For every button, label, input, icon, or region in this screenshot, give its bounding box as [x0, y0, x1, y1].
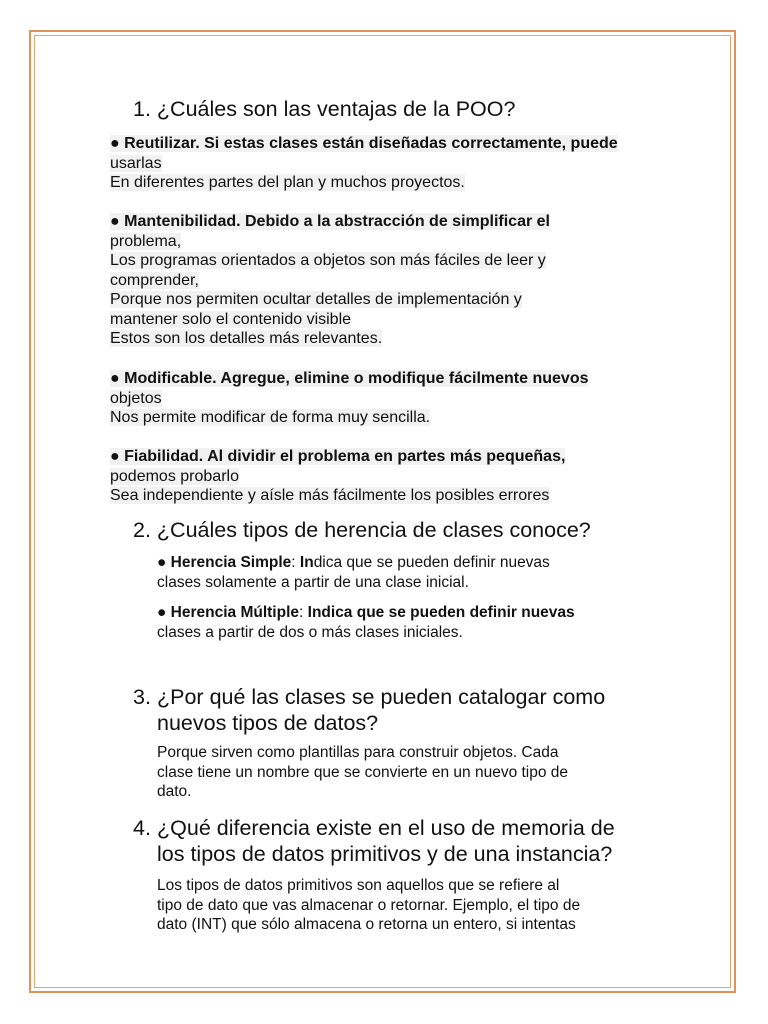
q1-item-1-bold: ● Reutilizar. Si estas clases están diseñadas correctamente, puede — [110, 135, 618, 152]
q1-item-4-bold: ● Fiabilidad. Al dividir el problema en partes más pequeñas, — [110, 448, 566, 465]
question-3-heading — [133, 684, 673, 736]
bullet-icon: ● — [157, 604, 171, 621]
q1-item-reutilizar — [110, 134, 670, 193]
q1-item-1-line-1: usarlas — [110, 154, 162, 172]
q1-item-1-line-2: En diferentes partes del plan y muchos proyectos. — [110, 174, 465, 191]
q2-item-1-sep: : — [291, 554, 300, 571]
q1-item-2-line-5: mantener solo el contenido visible — [110, 310, 352, 328]
q3-answer — [157, 743, 657, 802]
q4-answer — [157, 876, 657, 935]
q2-item-2-term: Herencia Múltiple — [170, 604, 300, 621]
q3-answer-line-2: clase tiene un nombre que se convierte en un nuevo tipo de — [157, 763, 569, 781]
q1-item-4-line-2: Sea independiente y aísle más fácilmente los posibles errores — [110, 487, 550, 504]
q4-answer-line-3: dato (INT) que sólo almacena o retorna un entero, si intentas — [157, 916, 576, 933]
q2-item-1-bold-tail: In — [299, 554, 314, 571]
q2-item-herencia-simple — [157, 553, 657, 592]
q2-item-1-rest: dica que se pueden definir nuevas — [313, 554, 550, 571]
question-2-number: 2. — [133, 518, 151, 542]
q1-item-mantenibilidad — [110, 212, 670, 349]
q2-item-1-line-2: clases solamente a partir de una clase inicial. — [157, 573, 469, 591]
q1-item-3-bold: ● Modificable. Agregue, elimine o modifique fácilmente nuevos — [110, 370, 589, 387]
question-1-heading — [133, 96, 515, 122]
q1-item-modificable — [110, 369, 670, 428]
q2-item-2-line-2: clases a partir de dos o más clases iniciales. — [157, 623, 463, 641]
q1-item-2-line-3: comprender, — [110, 271, 199, 289]
q1-item-2-line-4: Porque nos permiten ocultar detalles de implementación y — [110, 291, 522, 308]
q1-item-2-line-1: problema, — [110, 232, 182, 250]
question-1-number: 1. — [133, 97, 151, 121]
q2-item-herencia-multiple — [157, 603, 657, 642]
q2-item-1-term: Herencia Simple — [170, 554, 292, 571]
q1-item-2-line-2: Los programas orientados a objetos son más fáciles de leer y — [110, 252, 546, 269]
question-3-title-line-2: nuevos tipos de datos? — [157, 711, 379, 735]
q3-answer-line-1: Porque sirven como plantillas para construir objetos. Cada — [157, 744, 559, 761]
question-3-number: 3. — [133, 685, 151, 709]
q1-item-4-line-1: podemos probarlo — [110, 467, 239, 485]
q1-item-3-line-1: objetos — [110, 389, 162, 407]
q3-answer-line-3: dato. — [157, 783, 192, 800]
q1-item-3-line-2: Nos permite modificar de forma muy sencilla. — [110, 409, 431, 426]
question-2-title: ¿Cuáles tipos de herencia de clases conoce? — [156, 518, 591, 542]
q2-item-2-sep: : — [299, 604, 308, 621]
q2-item-2-bold-tail: Indica que se pueden definir nuevas — [307, 604, 575, 621]
question-4-heading — [133, 815, 693, 867]
question-2-heading — [133, 517, 591, 543]
question-4-title-line-2: los tipos de datos primitivos y de una instancia? — [157, 842, 613, 866]
q1-item-2-bold: ● Mantenibilidad. Debido a la abstracción de simplificar el — [110, 213, 550, 230]
q1-item-fiabilidad — [110, 447, 670, 506]
question-4-title-line-1: ¿Qué diferencia existe en el uso de memoria de — [157, 816, 615, 840]
q4-answer-line-1: Los tipos de datos primitivos son aquellos que se refiere al — [157, 877, 560, 894]
question-4-number: 4. — [133, 816, 151, 840]
question-1-title: ¿Cuáles son las ventajas de la POO? — [156, 97, 516, 121]
q4-answer-line-2: tipo de dato que vas almacenar o retornar. Ejemplo, el tipo de — [157, 896, 581, 914]
q1-item-2-line-6: Estos son los detalles más relevantes. — [110, 330, 383, 347]
bullet-icon: ● — [157, 554, 171, 571]
question-3-title-line-1: ¿Por qué las clases se pueden catalogar como — [157, 685, 606, 709]
